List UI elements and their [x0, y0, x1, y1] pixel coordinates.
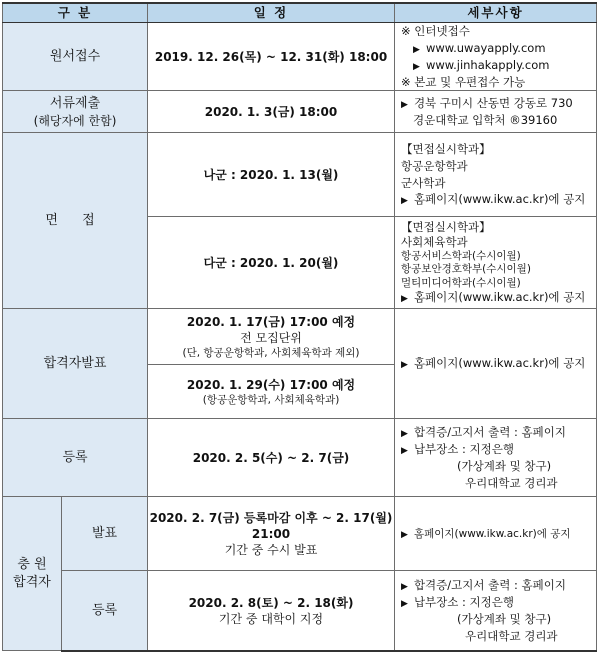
detail-line: 【면접실시학과】 [401, 219, 491, 234]
header-details: 세부사항 [395, 3, 597, 23]
category-interview [3, 133, 148, 309]
detail-line: 우리대학교 경리과 [465, 475, 558, 490]
detail-line: 우리대학교 경리과 [465, 628, 558, 643]
schedule-application: 2019. 12. 26(목) ~ 12. 31(화) 18:00 [148, 23, 395, 91]
detail-line: 항공보안경호학부(수시이월) [401, 263, 531, 276]
detail-text: 납부장소 : 지정은행 [413, 442, 514, 457]
schedule-documents: 2020. 1. 3(금) 18:00 [148, 91, 395, 133]
detail-line [401, 191, 596, 208]
table-row [3, 309, 597, 365]
category-label: 충 원 [17, 557, 47, 573]
detail-line: ※ 인터넷접수 [401, 24, 470, 38]
subcategory-waitlist-register: 등록 [62, 571, 148, 651]
schedule-table [2, 2, 597, 652]
schedule-interview-da: 다군 : 2020. 1. 20(월) [148, 217, 395, 309]
triangle-bullet-icon: ▶ [401, 100, 408, 111]
triangle-bullet-icon: ▶ [401, 429, 408, 440]
category-note: (해당자에 한함) [33, 113, 117, 128]
detail-line [401, 95, 596, 112]
detail-line: 【면접실시학과】 [401, 142, 491, 157]
subcategory-waitlist-announce: 발표 [62, 497, 148, 571]
triangle-bullet-icon: ▶ [401, 530, 408, 541]
detail-line: (가상계좌 및 창구) [457, 459, 552, 474]
schedule-waitlist-announce [148, 497, 395, 571]
detail-line: 항공서비스학과(수시이월) [401, 249, 521, 262]
schedule-line: 기간 중 수시 발표 [224, 543, 318, 558]
table-row [3, 23, 597, 91]
schedule-note: (항공운항학과, 사회체육학과) [202, 393, 340, 406]
detail-line: 군사학과 [401, 175, 446, 190]
table-header-row [3, 3, 597, 23]
table-row [3, 497, 597, 571]
category-application: 원서접수 [3, 23, 148, 91]
detail-line: 사회체육학과 [401, 234, 468, 249]
homepage-link[interactable]: 홈페이지(www.ikw.ac.kr)에 공지 [413, 356, 586, 371]
schedule-line: 2020. 2. 8(토) ~ 2. 18(화) [188, 595, 354, 610]
detail-line: 멀티미디어학과(수시이월) [401, 276, 521, 289]
detail-line [401, 290, 596, 306]
homepage-link[interactable]: 홈페이지(www.ikw.ac.kr)에 공지 [413, 290, 586, 305]
detail-line [401, 577, 596, 594]
header-category: 구 분 [3, 3, 148, 23]
details-documents [395, 91, 597, 133]
schedule-line: 전 모집단위 [240, 330, 302, 345]
detail-line: ※ 본교 및 우편접수 가능 [401, 74, 526, 89]
schedule-waitlist-register [148, 571, 395, 651]
category-waitlist [3, 497, 62, 651]
category-registration: 등록 [3, 419, 148, 497]
triangle-bullet-icon: ▶ [401, 581, 408, 592]
detail-line [401, 525, 596, 542]
category-label: 서류제출 [49, 96, 101, 112]
details-application [395, 23, 597, 91]
table-row [3, 91, 597, 133]
detail-line [401, 594, 596, 611]
jinhak-link[interactable]: www.jinhakapply.com [425, 57, 550, 72]
detail-text: 납부장소 : 지정은행 [413, 595, 514, 610]
schedule-registration: 2020. 2. 5(수) ~ 2. 7(금) [148, 419, 395, 497]
detail-text: 합격증/고지서 출력 : 홈페이지 [413, 577, 566, 592]
address-text: 경북 구미시 산동면 강동로 730 [413, 96, 573, 111]
triangle-bullet-icon: ▶ [401, 446, 408, 457]
category-documents [3, 91, 148, 133]
schedule-line: 기간 중 대학이 지정 [218, 611, 324, 626]
homepage-link[interactable]: 홈페이지(www.ikw.ac.kr)에 공지 [413, 528, 571, 541]
detail-line [401, 57, 596, 74]
triangle-bullet-icon: ▶ [413, 44, 420, 55]
homepage-link[interactable]: 홈페이지(www.ikw.ac.kr)에 공지 [413, 192, 586, 207]
triangle-bullet-icon: ▶ [401, 360, 408, 371]
schedule-interview-na: 나군 : 2020. 1. 13(월) [148, 133, 395, 217]
header-schedule: 일 정 [148, 3, 395, 23]
detail-line: 경운대학교 입학처 ®39160 [413, 113, 558, 128]
uway-link[interactable]: www.uwayapply.com [425, 40, 546, 55]
details-registration [395, 419, 597, 497]
schedule-note: (단, 항공운항학과, 사회체육학과 제외) [182, 347, 360, 360]
schedule-line: 2020. 1. 29(수) 17:00 예정 [186, 377, 356, 392]
detail-line: (가상계좌 및 창구) [457, 612, 552, 627]
details-interview-na [395, 133, 597, 217]
detail-text: 합격증/고지서 출력 : 홈페이지 [413, 425, 566, 440]
schedule-line: 2020. 1. 17(금) 17:00 예정 [186, 314, 356, 329]
details-interview-da [395, 217, 597, 309]
detail-line [401, 441, 596, 458]
triangle-bullet-icon: ▶ [401, 599, 408, 610]
schedule-announcement-second [148, 365, 395, 419]
category-label: 면 접 [45, 213, 105, 229]
table-row [3, 133, 597, 217]
details-waitlist-register [395, 571, 597, 651]
schedule-announcement-first [148, 309, 395, 365]
triangle-bullet-icon: ▶ [401, 196, 408, 207]
details-announcement [395, 309, 597, 419]
triangle-bullet-icon: ▶ [413, 61, 420, 72]
detail-line [401, 424, 596, 441]
details-waitlist-announce [395, 497, 597, 571]
detail-line: 항공운항학과 [401, 159, 468, 174]
triangle-bullet-icon: ▶ [401, 294, 408, 305]
detail-line [401, 40, 596, 57]
table-row [3, 571, 597, 651]
category-label: 합격자 [13, 574, 51, 590]
category-announcement: 합격자발표 [3, 309, 148, 419]
detail-line [401, 355, 596, 372]
table-row [3, 419, 597, 497]
schedule-line: 2020. 2. 7(금) 등록마감 이후 ~ 2. 17(월) 21:00 [149, 510, 393, 541]
